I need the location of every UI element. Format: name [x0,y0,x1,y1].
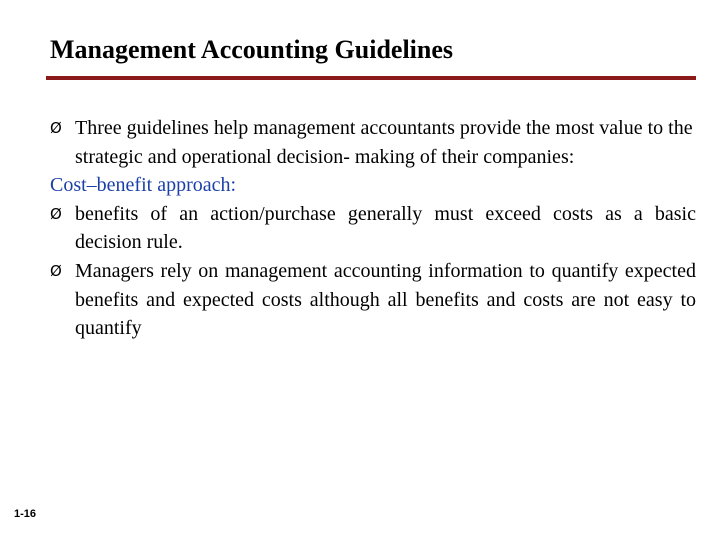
bullet-arrow-icon: Ø [50,119,62,137]
slide-title: Management Accounting Guidelines [50,35,454,64]
intro-bullet [50,114,696,171]
bullet-arrow-icon: Ø [50,261,62,280]
slide-body [50,114,696,343]
intro-text: Three guidelines help management accountants provide the most value to the strategic and operational decision- making of their companies: [75,117,693,168]
bullet-text: benefits of an action/purchase generally must exceed costs as a basic decision rule. [75,202,696,254]
slide-number: 1-16 [14,508,37,520]
title-underline [46,76,696,80]
section-bullet-2 [50,257,696,343]
section-heading: Cost–benefit approach: [50,174,237,197]
section-bullet-1 [50,200,696,257]
bullet-text: Managers rely on management accounting information to quantify expected benefits and expected costs although all benefits and costs are not easy to quantify [75,259,696,340]
bullet-arrow-icon: Ø [50,204,62,223]
